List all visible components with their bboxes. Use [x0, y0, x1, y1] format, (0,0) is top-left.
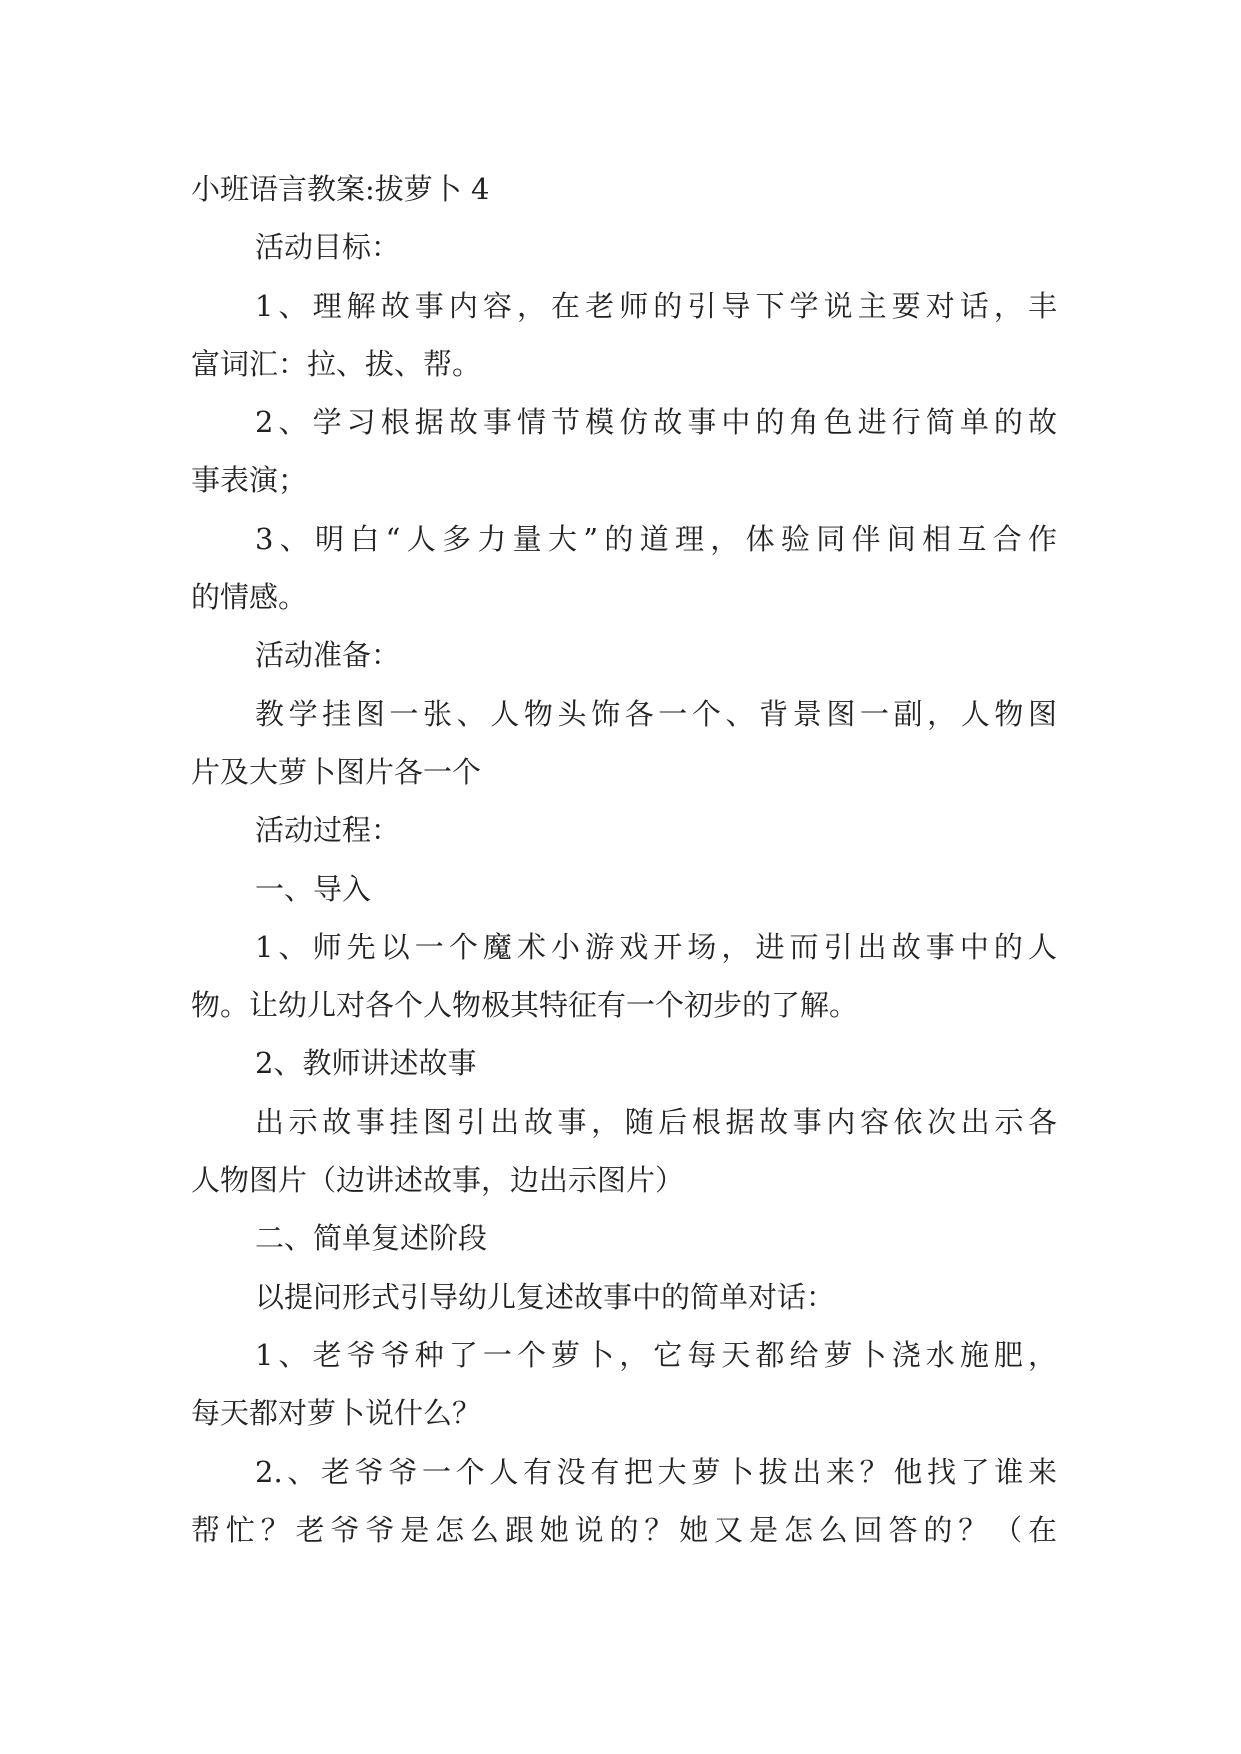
- preparation-line-1: 教学挂图一张、人物头饰各一个、背景图一副，人物图: [255, 696, 1057, 731]
- goal-3-line-2: 的情感。: [191, 580, 308, 615]
- step-2-heading: 2、教师讲述故事: [255, 1046, 477, 1081]
- goal-2-line-1: 2、学习根据故事情节模仿故事中的角色进行简单的故: [255, 405, 1057, 440]
- step-2-line-1: 出示故事挂图引出故事，随后根据故事内容依次出示各: [255, 1104, 1057, 1139]
- heading-activity-preparation: 活动准备：: [255, 638, 401, 673]
- question-2-line-2: 帮忙？老爷爷是怎么跟她说的？她又是怎么回答的？（在: [191, 1512, 1057, 1547]
- goal-1-line-1: 1、理解故事内容，在老师的引导下学说主要对话，丰: [255, 288, 1057, 323]
- question-1-line-1: 1、老爷爷种了一个萝卜，它每天都给萝卜浇水施肥，: [255, 1337, 1057, 1372]
- step-1-line-2: 物。让幼儿对各个人物极其特征有一个初步的了解。: [191, 988, 859, 1023]
- section-2-heading: 二、简单复述阶段: [255, 1221, 488, 1256]
- step-1-line-1: 1、师先以一个魔术小游戏开场，进而引出故事中的人: [255, 929, 1057, 964]
- goal-3-line-1: 3、明白“人多力量大”的道理，体验同伴间相互合作: [255, 521, 1057, 556]
- section-1-heading: 一、导入: [255, 871, 372, 906]
- document-title: 小班语言教案:拔萝卜 4: [191, 172, 490, 206]
- goal-2-line-2: 事表演；: [191, 463, 308, 498]
- goal-1-line-2: 富词汇：拉、拔、帮。: [191, 346, 482, 381]
- heading-activity-process: 活动过程：: [255, 813, 401, 848]
- document-body: [191, 160, 1057, 1559]
- heading-activity-goals: 活动目标：: [255, 230, 401, 265]
- question-2-line-1: 2.、老爷爷一个人有没有把大萝卜拔出来？他找了谁来: [255, 1454, 1057, 1489]
- preparation-line-2: 片及大萝卜图片各一个: [191, 754, 482, 789]
- step-2-line-2: 人物图片（边讲述故事，边出示图片）: [191, 1163, 685, 1198]
- question-1-line-2: 每天都对萝卜说什么？: [191, 1396, 482, 1431]
- section-2-intro: 以提问形式引导幼儿复述故事中的简单对话：: [255, 1279, 836, 1314]
